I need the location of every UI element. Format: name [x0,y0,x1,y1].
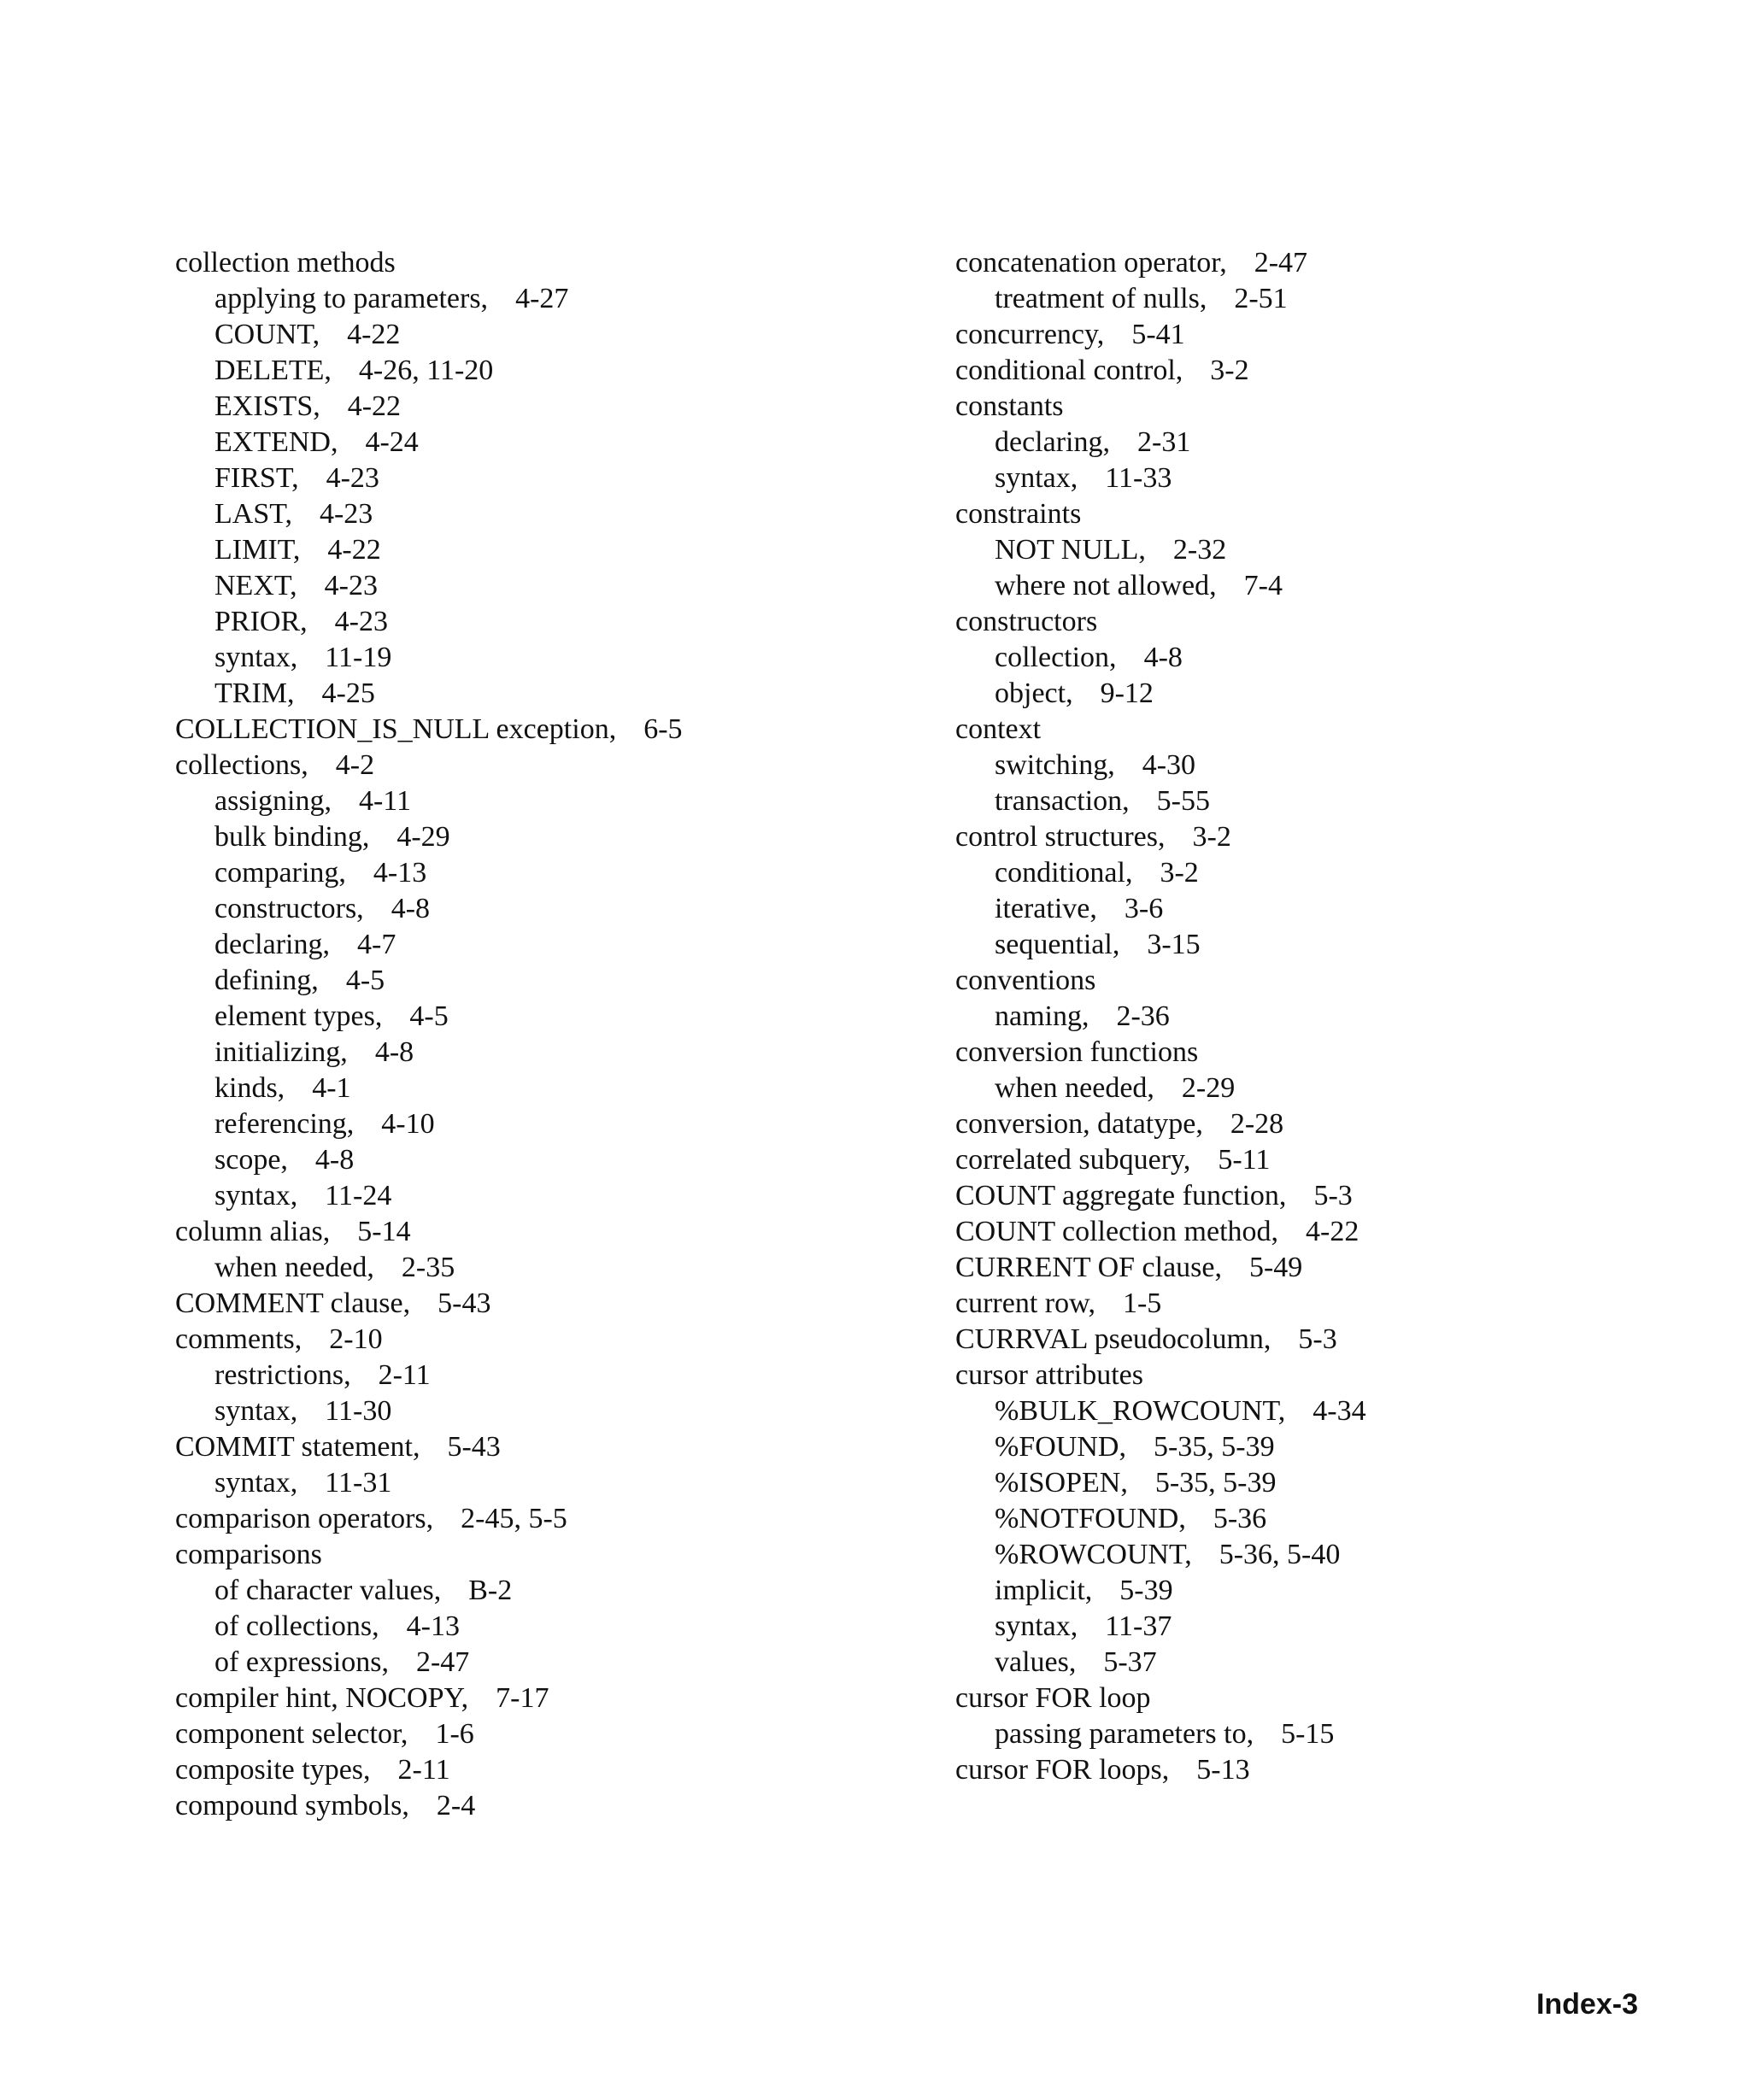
page-reference: 2-11 [397,1754,450,1786]
index-entry [175,1322,683,1358]
index-term: NEXT, [214,570,297,601]
index-entry [175,748,683,783]
index-subentry [175,460,683,496]
index-entry [955,1752,1366,1788]
index-term: %NOTFOUND, [995,1503,1186,1534]
index-subentry [175,676,683,712]
index-subentry [955,1573,1366,1609]
index-term: syntax, [995,462,1078,494]
index-subentry [175,281,683,317]
page-reference: 4-13 [373,857,427,889]
index-subentry [175,1393,683,1429]
index-subentry [175,927,683,963]
index-subentry [175,1178,683,1214]
index-subentry [955,1429,1366,1465]
index-entry [955,353,1366,389]
index-subentry [955,1501,1366,1537]
page-reference: B-2 [468,1575,513,1606]
page-reference: 2-29 [1181,1072,1236,1104]
index-term: LIMIT, [214,534,301,566]
index-term: constants [955,390,1064,422]
page-reference: 5-39 [1119,1575,1173,1606]
index-term: concatenation operator, [955,247,1227,279]
index-term: collection methods [175,247,396,279]
index-term: initializing, [214,1036,348,1068]
index-entry [955,496,1366,532]
index-term: conventions [955,965,1096,996]
index-term: comparisons [175,1539,322,1570]
index-term: comments, [175,1323,302,1355]
page-reference: 2-51 [1234,283,1288,314]
page-reference: 4-11 [358,785,412,817]
page-reference: 4-22 [347,319,401,350]
index-subentry [955,1071,1366,1106]
index-subentry [175,1573,683,1609]
index-entry [175,1681,683,1716]
page-reference: 2-4 [436,1790,476,1821]
page-reference: 5-3 [1298,1323,1337,1355]
index-column-right [955,245,1366,1788]
page-reference: 4-27 [515,283,569,314]
index-subentry [955,927,1366,963]
index-term: when needed, [214,1252,374,1283]
index-term: syntax, [214,1467,298,1499]
index-subentry [175,1645,683,1681]
index-term: cursor attributes [955,1359,1143,1391]
index-subentry [175,1609,683,1645]
index-term: FIRST, [214,462,299,494]
page-reference: 5-14 [357,1216,411,1247]
index-term: element types, [214,1000,383,1032]
page-reference: 5-35, 5-39 [1153,1431,1275,1463]
page-reference: 2-35 [401,1252,455,1283]
page-reference: 4-13 [406,1610,460,1642]
index-term: declaring, [995,426,1110,458]
index-term: %FOUND, [995,1431,1126,1463]
index-entry [955,1142,1366,1178]
index-term: bulk binding, [214,821,370,853]
page-reference: 2-11 [378,1359,431,1391]
page-reference: 4-30 [1142,749,1196,781]
index-term: PRIOR, [214,606,308,637]
index-term: kinds, [214,1072,285,1104]
index-entry [955,963,1366,999]
index-entry [955,1358,1366,1393]
page-reference: 11-30 [325,1395,392,1427]
index-term: compiler hint, NOCOPY, [175,1682,469,1714]
page-reference: 11-37 [1105,1610,1172,1642]
index-term: TRIM, [214,678,295,709]
index-entry [955,819,1366,855]
index-term: current row, [955,1288,1095,1319]
index-subentry [955,676,1366,712]
page-reference: 4-22 [327,534,381,566]
page-reference: 4-22 [1306,1216,1359,1247]
index-term: NOT NULL, [995,534,1146,566]
index-subentry [955,891,1366,927]
page-reference: 5-55 [1156,785,1210,817]
index-entry [175,1716,683,1752]
page-reference: 3-6 [1124,893,1164,924]
index-subentry [175,1465,683,1501]
index-term: COUNT collection method, [955,1216,1279,1247]
index-subentry [175,640,683,676]
page-reference: 5-13 [1196,1754,1250,1786]
page-reference: 2-28 [1230,1108,1284,1140]
index-entry [955,1322,1366,1358]
index-term: transaction, [995,785,1130,817]
index-term: comparison operators, [175,1503,434,1534]
index-entry [955,604,1366,640]
index-term: COUNT aggregate function, [955,1180,1287,1211]
index-subentry [175,783,683,819]
page-reference: 4-23 [334,606,388,637]
page-reference: 4-7 [357,929,396,960]
index-term: concurrency, [955,319,1105,350]
index-term: %ROWCOUNT, [995,1539,1192,1570]
page-reference: 4-23 [319,498,373,530]
page-reference: 4-8 [1143,642,1183,673]
index-term: syntax, [995,1610,1078,1642]
index-term: conversion, datatype, [955,1108,1203,1140]
index-entry [175,1286,683,1322]
page-reference: 4-5 [345,965,385,996]
page-number: Index-3 [1536,1988,1638,2021]
index-term: values, [995,1646,1077,1678]
index-entry [955,389,1366,425]
index-subentry [955,532,1366,568]
page-reference: 11-19 [325,642,392,673]
index-subentry [955,1645,1366,1681]
index-subentry [955,425,1366,460]
page-reference: 4-25 [321,678,375,709]
index-subentry [955,748,1366,783]
page-reference: 9-12 [1100,678,1154,709]
index-term: compound symbols, [175,1790,409,1821]
index-term: scope, [214,1144,288,1176]
page-reference: 5-37 [1103,1646,1157,1678]
index-term: of collections, [214,1610,379,1642]
index-subentry [955,640,1366,676]
page-reference: 5-36, 5-40 [1219,1539,1341,1570]
index-subentry [955,1716,1366,1752]
page-reference: 4-5 [409,1000,449,1032]
index-term: COMMENT clause, [175,1288,411,1319]
index-subentry [175,1142,683,1178]
index-term: constructors, [214,893,364,924]
index-term: referencing, [214,1108,355,1140]
page-reference: 4-23 [324,570,378,601]
page-reference: 4-8 [374,1036,414,1068]
index-subentry [175,425,683,460]
page-reference: 5-15 [1281,1718,1335,1750]
index-term: conversion functions [955,1036,1199,1068]
index-subentry [955,568,1366,604]
page-reference: 5-35, 5-39 [1154,1467,1277,1499]
index-term: switching, [995,749,1115,781]
index-term: conditional control, [955,355,1183,386]
index-term: DELETE, [214,355,332,386]
index-term: syntax, [214,1395,298,1427]
index-term: CURRENT OF clause, [955,1252,1222,1283]
index-entry [955,1681,1366,1716]
index-entry [175,712,683,748]
index-subentry [175,532,683,568]
index-entry [955,1035,1366,1071]
page-reference: 11-33 [1105,462,1172,494]
page-reference: 5-3 [1313,1180,1353,1211]
page-reference: 5-11 [1218,1144,1271,1176]
page-reference: 4-34 [1312,1395,1366,1427]
page-reference: 2-47 [415,1646,470,1678]
index-subentry [175,1358,683,1393]
index-term: composite types, [175,1754,371,1786]
index-term: collection, [995,642,1117,673]
index-subentry [175,819,683,855]
index-subentry [175,1035,683,1071]
index-entry [175,1214,683,1250]
index-subentry [175,353,683,389]
index-term: of character values, [214,1575,442,1606]
index-subentry [955,1393,1366,1429]
index-entry [955,1178,1366,1214]
index-subentry [955,281,1366,317]
index-term: constraints [955,498,1082,530]
page-reference: 2-31 [1137,426,1191,458]
page-reference: 3-15 [1147,929,1201,960]
index-term: %BULK_ROWCOUNT, [995,1395,1286,1427]
page-reference: 1-6 [435,1718,474,1750]
page-reference: 4-10 [381,1108,435,1140]
index-term: comparing, [214,857,346,889]
index-term: passing parameters to, [995,1718,1254,1750]
index-term: treatment of nulls, [995,283,1207,314]
index-entry [955,712,1366,748]
index-term: COUNT, [214,319,320,350]
index-subentry [955,855,1366,891]
page-reference: 6-5 [643,713,683,745]
index-entry [175,245,683,281]
index-term: CURRVAL pseudocolumn, [955,1323,1271,1355]
page-reference: 4-2 [335,749,375,781]
index-entry [175,1501,683,1537]
page-reference: 5-43 [438,1288,491,1319]
index-term: cursor FOR loops, [955,1754,1170,1786]
index-entry [175,1788,683,1824]
index-term: constructors [955,606,1098,637]
index-term: applying to parameters, [214,283,489,314]
page-reference: 2-36 [1116,1000,1170,1032]
index-term: conditional, [995,857,1133,889]
index-subentry [955,460,1366,496]
index-subentry [175,1071,683,1106]
index-term: control structures, [955,821,1166,853]
index-subentry [955,1465,1366,1501]
index-term: where not allowed, [995,570,1217,601]
index-subentry [955,783,1366,819]
page-reference: 2-45, 5-5 [461,1503,567,1534]
index-term: when needed, [995,1072,1154,1104]
page-reference: 4-26, 11-20 [358,355,494,386]
index-subentry [175,317,683,353]
index-term: of expressions, [214,1646,389,1678]
index-term: syntax, [214,642,298,673]
page-reference: 2-10 [329,1323,383,1355]
index-term: naming, [995,1000,1089,1032]
page-reference: 5-41 [1131,319,1185,350]
index-term: LAST, [214,498,292,530]
index-subentry [175,389,683,425]
index-subentry [955,1609,1366,1645]
index-subentry [175,891,683,927]
index-term: COLLECTION_IS_NULL exception, [175,713,617,745]
index-term: iterative, [995,893,1097,924]
index-term: defining, [214,965,319,996]
index-term: component selector, [175,1718,408,1750]
page-reference: 7-4 [1243,570,1283,601]
page-reference: 4-22 [347,390,402,422]
index-term: correlated subquery, [955,1144,1191,1176]
index-term: restrictions, [214,1359,351,1391]
index-term: column alias, [175,1216,331,1247]
index-subentry [175,999,683,1035]
index-entry [175,1537,683,1573]
index-subentry [175,496,683,532]
index-term: syntax, [214,1180,298,1211]
index-term: implicit, [995,1575,1093,1606]
index-entry [175,1429,683,1465]
index-entry [955,245,1366,281]
index-term: sequential, [995,929,1120,960]
page-reference: 4-29 [396,821,450,853]
page-reference: 2-47 [1254,247,1308,279]
page-reference: 11-31 [325,1467,392,1499]
page-reference: 4-23 [326,462,379,494]
page-reference: 5-36 [1213,1503,1267,1534]
page-reference: 5-43 [447,1431,501,1463]
index-subentry [175,855,683,891]
index-subentry [175,568,683,604]
index-subentry [175,604,683,640]
index-entry [955,1106,1366,1142]
page-reference: 3-2 [1160,857,1199,889]
index-subentry [175,1106,683,1142]
page-reference: 3-2 [1210,355,1249,386]
index-entry [955,1286,1366,1322]
index-entry [955,1250,1366,1286]
page-reference: 2-32 [1172,534,1227,566]
index-term: declaring, [214,929,330,960]
index-column-left [175,245,683,1824]
index-subentry [175,1250,683,1286]
index-term: %ISOPEN, [995,1467,1128,1499]
index-term: context [955,713,1042,745]
index-term: EXTEND, [214,426,338,458]
index-subentry [955,1537,1366,1573]
page-reference: 3-2 [1192,821,1231,853]
index-term: assigning, [214,785,332,817]
index-term: object, [995,678,1073,709]
index-term: EXISTS, [214,390,320,422]
index-entry [955,317,1366,353]
index-subentry [955,999,1366,1035]
page-reference: 4-1 [312,1072,351,1104]
page-reference: 1-5 [1122,1288,1162,1319]
index-entry [175,1752,683,1788]
index-subentry [175,963,683,999]
index-entry [955,1214,1366,1250]
page-reference: 7-17 [496,1682,549,1714]
page-reference: 11-24 [325,1180,392,1211]
page-reference: 5-49 [1248,1252,1303,1283]
page-reference: 4-8 [391,893,431,924]
index-term: COMMIT statement, [175,1431,420,1463]
index-term: cursor FOR loop [955,1682,1151,1714]
page-reference: 4-8 [314,1144,355,1176]
page-reference: 4-24 [365,426,419,458]
index-term: collections, [175,749,308,781]
